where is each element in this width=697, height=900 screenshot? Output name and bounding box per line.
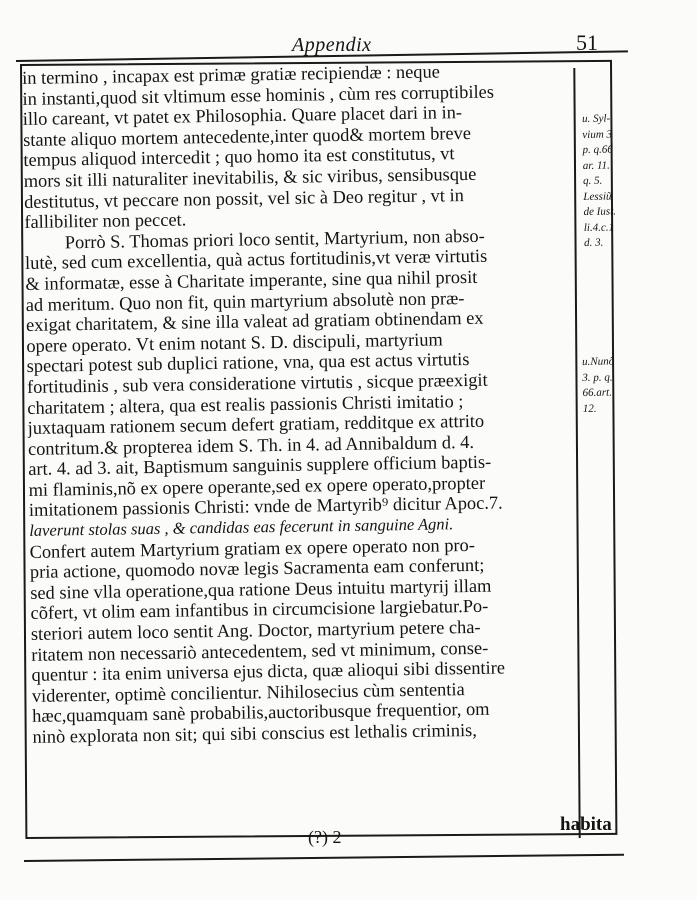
- catchword: habita: [560, 814, 612, 835]
- page-number: 51: [576, 30, 598, 55]
- margin-note-citation-2: [582, 354, 657, 417]
- margin-note-line: d. 3.: [583, 236, 604, 249]
- margin-note-line: q. 5.: [582, 174, 603, 187]
- text-line: opere operato. Vt enim notant S. D. discipuli, martyrium: [26, 329, 443, 356]
- margin-note-line: de Iust.: [583, 205, 617, 218]
- main-text-column: [22, 59, 589, 747]
- text-line: sed sine vlla operatione,qua ratione Deus intuitu martyrij illam: [30, 575, 492, 603]
- text-line: imitationem passionis Christi: vnde de Martyrib⁹ dicitur Apoc.7.: [28, 492, 503, 521]
- text-line: illo careant, vt patet ex Philosophia. Quare placet dari in in-: [22, 102, 463, 130]
- margin-note-line: li.4.c.1: [583, 221, 615, 234]
- text-line: lutè, sed cum excellentia, quà actus fortitudinis,vt veræ virtutis: [24, 246, 488, 274]
- text-line: contritum.& propterea idem S. Th. in 4. ad Annibaldum d. 4.: [27, 431, 475, 459]
- margin-note-line: 12.: [582, 402, 597, 415]
- text-line: ad meritum. Quo non fit, quin martyrium absolutè non præ-: [25, 287, 465, 315]
- margin-note-line: Lessiũ: [583, 190, 612, 203]
- footer-rule: [24, 854, 624, 862]
- paragraph-start-line: Porrò S. Thomas priori loco sentit, Martyrium, non abso-: [64, 225, 485, 253]
- margin-note-citation-1: [582, 111, 658, 252]
- running-header-title: Appendix: [292, 34, 372, 56]
- margin-note-line: 66.art.: [582, 386, 613, 399]
- text-line: spectari potest sub duplici ratione, vna, qua est actus virtutis: [26, 349, 470, 377]
- text-line: tempus aliquod intercedit ; quo homo ita est constitutus, vt: [23, 143, 455, 171]
- text-line: cõfert, vt olim eam infantibus in circumcisione largiebatur.Po-: [30, 596, 489, 624]
- signature-mark: (?) 2: [308, 827, 342, 847]
- text-line: in instanti,quod sit vltimum esse hominis , cùm res corruptibiles: [22, 81, 495, 109]
- text-line: fortitudinis , sub vera consideratione virtutis , sicque præexigit: [26, 369, 488, 397]
- margin-note-line: 3. p. q.: [582, 371, 613, 384]
- text-line: ninò explorata non sit; qui sibi conscius est lethalis criminis,: [32, 719, 478, 747]
- text-line: Confert autem Martyrium gratiam ex opere operato non pro-: [29, 534, 476, 562]
- scripture-quote-line: laverunt stolas suas , & candidas eas fecerunt in sanguine Agni.: [29, 514, 454, 541]
- text-line: destitutus, vt peccare non possit, vel sic à Deo regitur , vt in: [23, 184, 464, 212]
- text-line: mors sit illi naturaliter inevitabilis, & sic viribus, sensibusque: [23, 163, 477, 191]
- text-line: charitatem ; altera, qua est realis passionis Christi imitatio ;: [27, 390, 464, 418]
- text-line: mi flaminis,nõ ex opere operante,sed ex opere operato,propter: [28, 472, 486, 500]
- margin-note-line: p. q.66: [582, 143, 613, 156]
- text-line: stante aliquo mortem antecedente,inter quod& mortem breve: [22, 122, 472, 150]
- text-line: hæc,quamquam sanè probabilis,auctoribusque frequentior, om: [32, 699, 490, 727]
- margin-note-line: u. Syl-: [582, 112, 611, 125]
- margin-note-line: vium 3: [582, 128, 613, 141]
- text-line: art. 4. ad 3. ait, Baptismum sanguinis supplere officium baptis-: [28, 451, 492, 480]
- text-line: steriori autem loco sentit Ang. Doctor, martyrium petere cha-: [30, 616, 481, 644]
- text-line: viderenter, optimè concilientur. Nihilosecius cùm sententia: [31, 678, 465, 706]
- text-line: quentur : ita enim universa ejus dicta, quæ alioqui sibi dissentire: [31, 657, 506, 686]
- text-line: juxtaquam rationem secum defert gratiam, redditque ex attrito: [27, 410, 485, 439]
- text-line: exigat charitatem, & sine illa valeat ad gratiam obtinendam ex: [25, 307, 484, 336]
- margin-note-line: u.Nunõ: [582, 355, 615, 368]
- text-line: pria actione, quomodo novæ legis Sacramenta eam conferunt;: [29, 555, 485, 583]
- text-line: in termino , incapax est primæ gratiæ recipiendæ : neque: [22, 61, 441, 88]
- text-line: fallibiliter non peccet.: [24, 209, 187, 233]
- text-line: & informatæ, esse à Charitate imperante, sine qua nihil prosit: [25, 266, 478, 294]
- text-line: ritatem non necessariò antecedentem, sed vt minimum, conse-: [31, 637, 489, 665]
- margin-note-line: ar. 11.: [582, 159, 610, 172]
